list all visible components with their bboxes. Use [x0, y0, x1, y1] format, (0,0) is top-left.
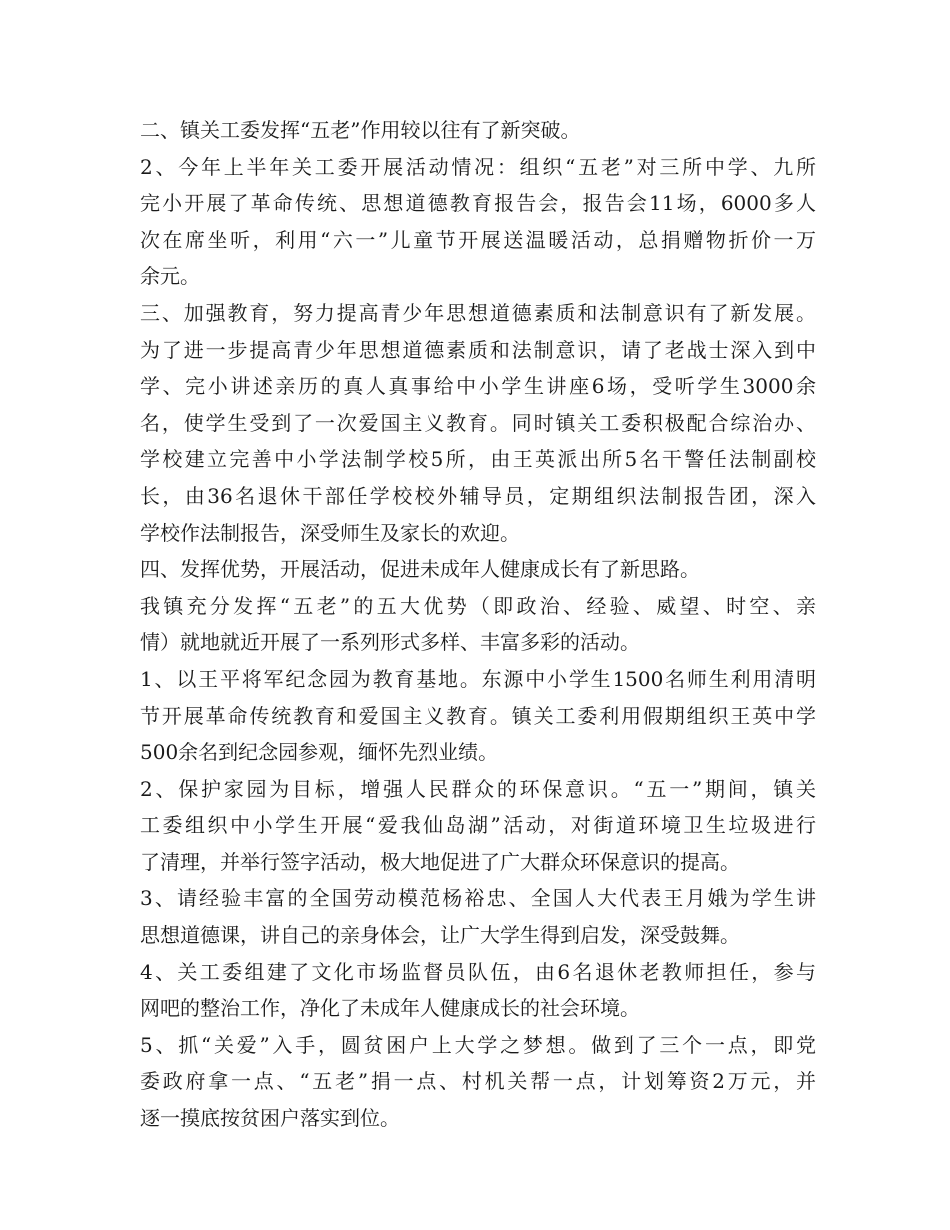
list-item-line: 5、抓“关爱”入手，圆贫困户上大学之梦想。做到了三个一点，即党 — [140, 1032, 816, 1057]
section-heading-4: 四、发挥优势，开展活动，促进未成年人健康成长有了新思路。 — [140, 557, 700, 582]
paragraph-line: 学校建立完善中小学法制学校5所，由王英派出所5名干警任法制副校 — [140, 447, 816, 472]
section-heading-2: 二、镇关工委发挥“五老”作用较以往有了新突破。 — [140, 118, 581, 142]
list-item-line: 委政府拿一点、“五老”捐一点、村机关帮一点，计划筹资2万元，并 — [140, 1069, 816, 1094]
list-item-line: 节开展革命传统教育和爱国主义教育。镇关工委利用假期组织王英中学 — [140, 703, 816, 728]
document-body — [140, 112, 816, 1137]
paragraph-line: 学校作法制报告，深受师生及家长的欢迎。 — [140, 520, 520, 545]
list-item-line: 4、关工委组建了文化市场监督员队伍，由6名退休老教师担任，参与 — [140, 959, 816, 984]
paragraph-line: 2、今年上半年关工委开展活动情况：组织“五老”对三所中学、九所 — [140, 154, 816, 179]
list-item-line: 500余名到纪念园参观，缅怀先烈业绩。 — [140, 740, 499, 765]
list-item-line: 2、保护家园为目标，增强人民群众的环保意识。“五一”期间，镇关 — [140, 776, 816, 801]
list-item-line: 了清理，并举行签字活动，极大地促进了广大群众环保意识的提高。 — [140, 849, 740, 874]
list-item-line: 3、请经验丰富的全国劳动模范杨裕忠、全国人大代表王月娥为学生讲 — [140, 886, 816, 911]
paragraph-line: 我镇充分发挥“五老”的五大优势（即政治、经验、威望、时空、亲 — [140, 593, 816, 618]
paragraph-line: 名，使学生受到了一次爱国主义教育。同时镇关工委积极配合综治办、 — [140, 410, 816, 435]
paragraph-line: 情）就地就近开展了一系列形式多样、丰富多彩的活动。 — [140, 630, 640, 655]
paragraph-line: 为了进一步提高青少年思想道德素质和法制意识，请了老战士深入到中 — [140, 337, 816, 362]
paragraph-line: 余元。 — [140, 264, 200, 289]
list-item-line: 网吧的整治工作，净化了未成年人健康成长的社会环境。 — [140, 996, 640, 1021]
list-item-line: 工委组织中小学生开展“爱我仙岛湖”活动，对街道环境卫生垃圾进行 — [140, 813, 816, 838]
paragraph-line: 完小开展了革命传统、思想道德教育报告会，报告会11场，6000多人 — [140, 191, 816, 216]
list-item-line: 思想道德课，讲自己的亲身体会，让广大学生得到启发，深受鼓舞。 — [140, 923, 740, 948]
section-heading-3: 三、加强教育，努力提高青少年思想道德素质和法制意识有了新发展。 — [140, 300, 816, 325]
list-item-line: 1、以王平将军纪念园为教育基地。东源中小学生1500名师生利用清明 — [140, 666, 816, 691]
list-item-line: 逐一摸底按贫困户落实到位。 — [140, 1106, 400, 1131]
paragraph-line: 长，由36名退休干部任学校校外辅导员，定期组织法制报告团，深入 — [140, 483, 816, 508]
paragraph-line: 学、完小讲述亲历的真人真事给中小学生讲座6场，受听学生3000余 — [140, 374, 816, 399]
paragraph-line: 次在席坐听，利用“六一”儿童节开展送温暖活动，总捐赠物折价一万 — [140, 227, 816, 252]
